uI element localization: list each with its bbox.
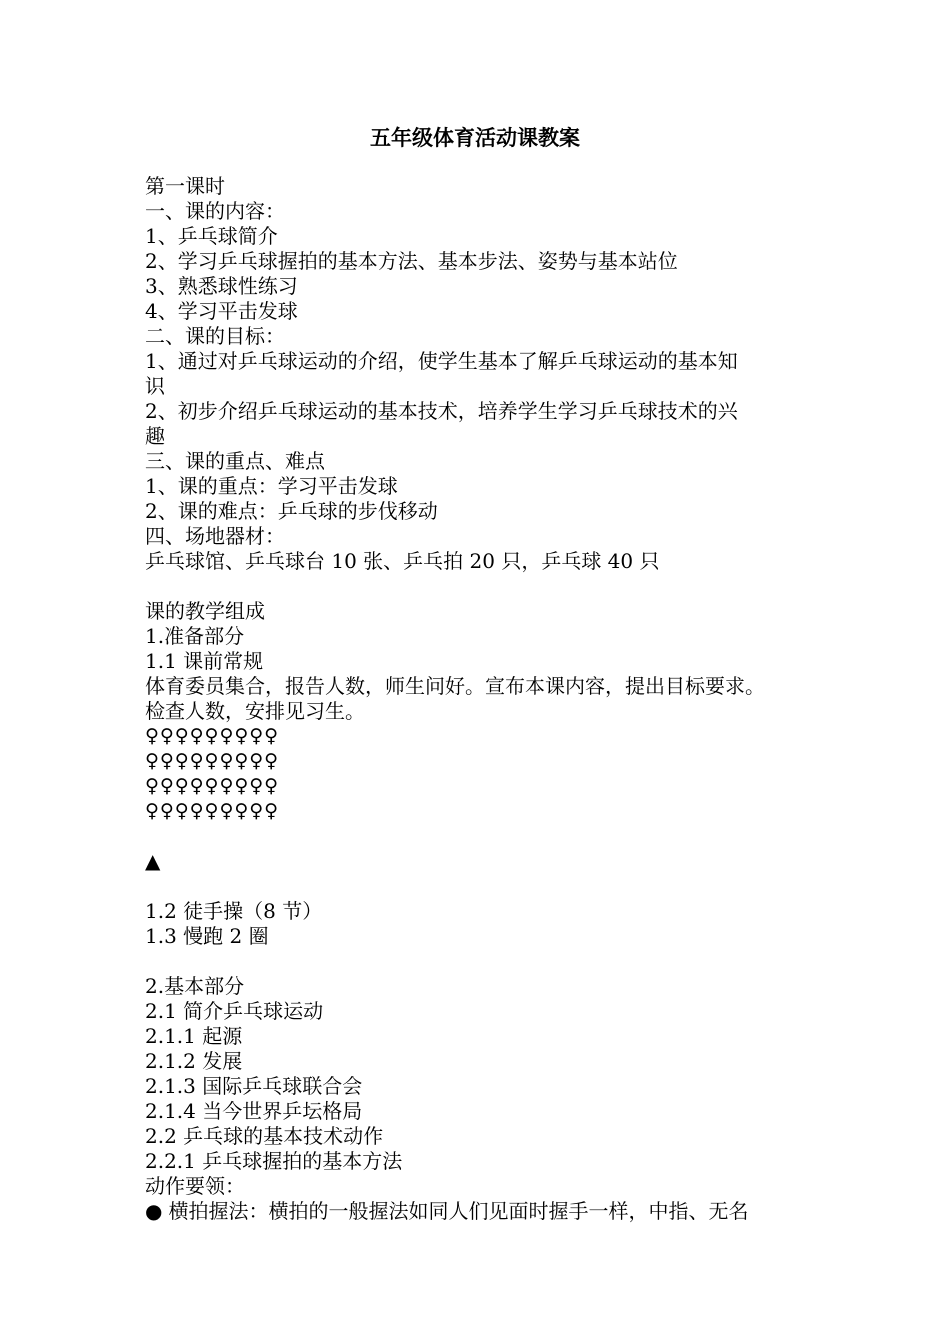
text-line: 1.1 课前常规 <box>145 649 264 673</box>
document-body <box>145 174 810 1224</box>
blank-line <box>145 949 810 974</box>
text-line: 三、课的重点、难点 <box>145 449 325 473</box>
lesson-overview-section <box>145 174 810 574</box>
text-line: 1.准备部分 <box>145 624 245 648</box>
text-line: 检查人数，安排见习生。 <box>145 699 365 723</box>
blank-line <box>145 874 810 899</box>
text-line: 2.1.1 起源 <box>145 1024 243 1048</box>
student-row: ♀♀♀♀♀♀♀♀♀ <box>145 775 279 797</box>
text-line: 2.1 简介乒乓球运动 <box>145 999 324 1023</box>
bullet-item <box>145 1199 810 1224</box>
text-line: 四、场地器材： <box>145 524 285 548</box>
student-row: ♀♀♀♀♀♀♀♀♀ <box>145 725 279 747</box>
text-line: 1、通过对乒乓球运动的介绍，使学生基本了解乒乓球运动的基本知 <box>145 349 738 373</box>
text-line: 2.1.2 发展 <box>145 1049 243 1073</box>
bullet-text: 横拍握法：横拍的一般握法如同人们见面时握手一样，中指、无名 <box>168 1199 749 1223</box>
text-line: 动作要领： <box>145 1174 245 1198</box>
text-line: 识 <box>145 374 165 398</box>
text-line: 2.1.3 国际乒乓球联合会 <box>145 1074 363 1098</box>
text-line: 4、学习平击发球 <box>145 299 298 323</box>
student-row: ♀♀♀♀♀♀♀♀♀ <box>145 800 279 822</box>
text-line: 1、乒乓球简介 <box>145 224 278 248</box>
blank-line <box>145 574 810 599</box>
text-line: 2.2.1 乒乓球握拍的基本方法 <box>145 1149 403 1173</box>
page-title: 五年级体育活动课教案 <box>370 125 580 150</box>
text-line: 2、学习乒乓球握拍的基本方法、基本步法、姿势与基本站位 <box>145 249 678 273</box>
text-line: 体育委员集合，报告人数，师生问好。宣布本课内容，提出目标要求。 <box>145 674 765 698</box>
text-line: 1.2 徒手操（8 节） <box>145 899 323 923</box>
text-line: 2、课的难点：乒乓球的步伐移动 <box>145 499 438 523</box>
teacher-marker: ▲ <box>145 849 161 873</box>
text-line: 2.2 乒乓球的基本技术动作 <box>145 1124 384 1148</box>
preparation-section <box>145 599 810 724</box>
text-line: 3、熟悉球性练习 <box>145 274 298 298</box>
blank-line <box>145 824 810 849</box>
basic-section <box>145 974 810 1224</box>
warmup-section <box>145 899 810 949</box>
student-row: ♀♀♀♀♀♀♀♀♀ <box>145 750 279 772</box>
bullet-icon: ● <box>145 1199 163 1223</box>
text-line: 第一课时 <box>145 174 225 198</box>
text-line: 一、课的内容： <box>145 199 285 223</box>
text-line: 课的教学组成 <box>145 599 265 623</box>
text-line: 乒乓球馆、乒乓球台 10 张、乒乓拍 20 只，乒乓球 40 只 <box>145 549 660 573</box>
text-line: 二、课的目标： <box>145 324 285 348</box>
text-line: 2.1.4 当今世界乒坛格局 <box>145 1099 363 1123</box>
formation-diagram <box>145 724 810 899</box>
text-line: 2、初步介绍乒乓球运动的基本技术，培养学生学习乒乓球技术的兴 <box>145 399 738 423</box>
text-line: 趣 <box>145 424 165 448</box>
text-line: 1.3 慢跑 2 圈 <box>145 924 269 948</box>
text-line: 1、课的重点：学习平击发球 <box>145 474 398 498</box>
text-line: 2.基本部分 <box>145 974 245 998</box>
